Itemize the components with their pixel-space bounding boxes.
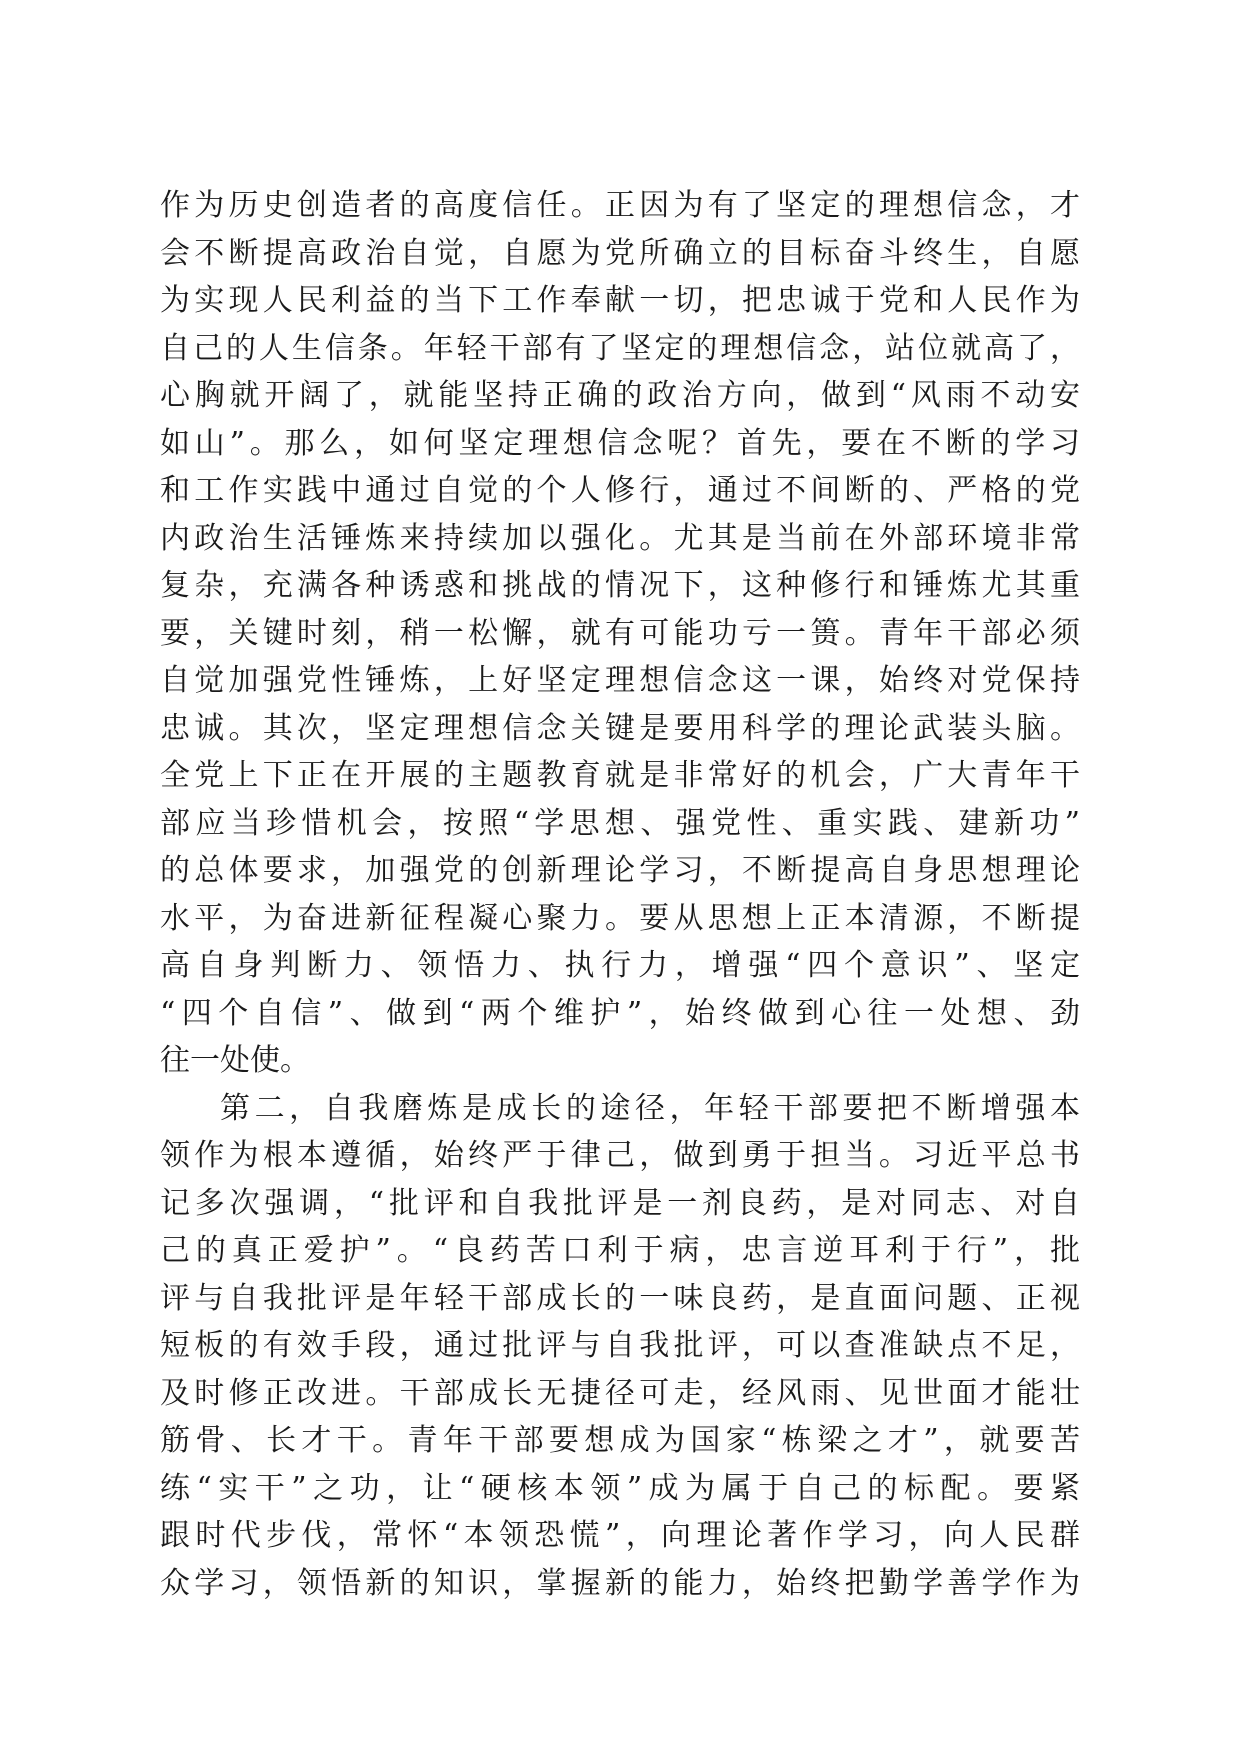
- text-line: 评与自我批评是年轻干部成长的一味良药，是直面问题、正视: [160, 1280, 1080, 1316]
- body-text: [160, 182, 1080, 1607]
- text-line: 和工作实践中通过自觉的个人修行，通过不间断的、严格的党: [160, 473, 1080, 508]
- text-line: “四个自信”、做到“两个维护”，始终做到心往一处想、劲: [160, 995, 1080, 1031]
- text-line: 要，关键时刻，稍一松懈，就有可能功亏一篑。青年干部必须: [160, 615, 1080, 651]
- text-line: 如山”。那么，如何坚定理想信念呢？首先，要在不断的学习: [160, 425, 1080, 461]
- text-line: 筋骨、长才干。青年干部要想成为国家“栋梁之才”，就要苦: [160, 1423, 1080, 1458]
- text-line: 的总体要求，加强党的创新理论学习，不断提高自身思想理论: [160, 853, 1080, 888]
- text-line: 跟时代步伐，常怀“本领恐慌”，向理论著作学习，向人民群: [160, 1518, 1080, 1553]
- text-line: 作为历史创造者的高度信任。正因为有了坚定的理想信念，才: [160, 188, 1080, 223]
- paragraph-2: [160, 1085, 1080, 1608]
- text-line: 全党上下正在开展的主题教育就是非常好的机会，广大青年干: [160, 758, 1080, 793]
- text-line: 第二，自我磨炼是成长的途径，年轻干部要把不断增强本: [220, 1090, 1080, 1126]
- text-line: 领作为根本遵循，始终严于律己，做到勇于担当。习近平总书: [160, 1138, 1080, 1173]
- text-line: 内政治生活锤炼来持续加以强化。尤其是当前在外部环境非常: [160, 520, 1080, 556]
- text-line: 复杂，充满各种诱惑和挑战的情况下，这种修行和锤炼尤其重: [160, 568, 1080, 603]
- text-line: 自己的人生信条。年轻干部有了坚定的理想信念，站位就高了，: [160, 330, 1080, 366]
- paragraph-1: [160, 182, 1080, 1085]
- text-line: 会不断提高政治自觉，自愿为党所确立的目标奋斗终生，自愿: [160, 235, 1080, 271]
- text-line: 众学习，领悟新的知识，掌握新的能力，始终把勤学善学作为: [160, 1565, 1080, 1601]
- text-line: 忠诚。其次，坚定理想信念关键是要用科学的理论武装头脑。: [160, 710, 1080, 746]
- text-line: 水平，为奋进新征程凝心聚力。要从思想上正本清源，不断提: [160, 900, 1080, 936]
- text-line: 往一处使。: [160, 1043, 310, 1078]
- text-line: 自觉加强党性锤炼，上好坚定理想信念这一课，始终对党保持: [160, 663, 1080, 698]
- text-line: 己的真正爱护”。“良药苦口利于病，忠言逆耳利于行”，批: [160, 1233, 1080, 1268]
- text-line: 练“实干”之功，让“硬核本领”成为属于自己的标配。要紧: [160, 1470, 1080, 1506]
- text-line: 记多次强调，“批评和自我批评是一剂良药，是对同志、对自: [160, 1185, 1080, 1221]
- text-line: 心胸就开阔了，就能坚持正确的政治方向，做到“风雨不动安: [160, 378, 1080, 413]
- text-line: 短板的有效手段，通过批评与自我批评，可以查准缺点不足，: [160, 1328, 1080, 1363]
- text-line: 高自身判断力、领悟力、执行力，增强“四个意识”、坚定: [160, 948, 1080, 983]
- text-line: 为实现人民利益的当下工作奉献一切，把忠诚于党和人民作为: [160, 283, 1080, 318]
- text-line: 部应当珍惜机会，按照“学思想、强党性、重实践、建新功”: [160, 805, 1080, 841]
- text-line: 及时修正改进。干部成长无捷径可走，经风雨、见世面才能壮: [160, 1375, 1080, 1411]
